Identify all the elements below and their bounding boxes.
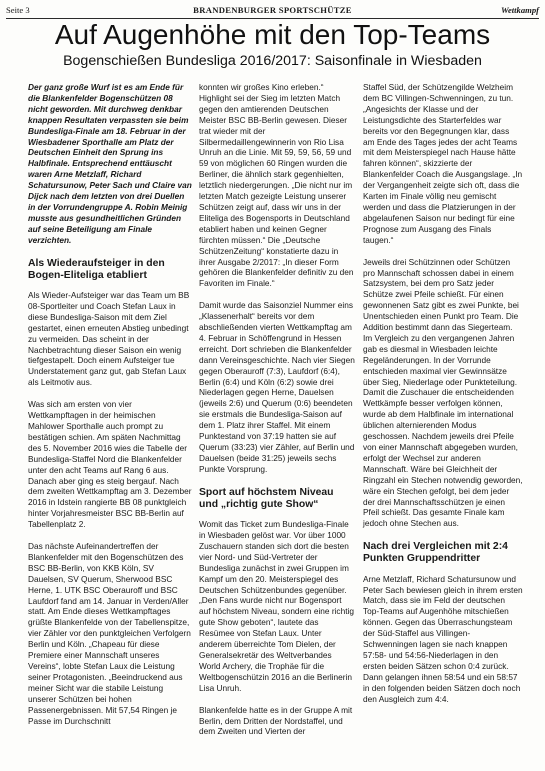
page-header bbox=[6, 5, 539, 17]
article-subtitle: Bogenschießen Bundesliga 2016/2017: Saisonfinale in Wiesbaden bbox=[63, 53, 482, 69]
body-paragraph: konnten wir großes Kino erleben.“ Highlight sei der Sieg im letzten Match gegen den amtierenden Deutschen Meister BSC BB-Berlin gewesen. Dieser trat wieder mit der Silbermedaillengewinnerin von Rio Lisa Unruh an die Linie. Mit 59, 59, 56, 59 und 59 von möglichen 60 Ringen wurden die Berliner, die ähnlich stark gegenhielten, letztlich niedergerungen. „Die nicht nur im letzten Match gezeigte Leistung unserer Schützen zeigt auf, dass wir uns in der Eliteliga des Bogensports in Deutschland etabliert haben und keinen Gegner fürchten müssen.“ Die „Deutsche SchützenZeitung“ konstatierte dazu in ihrer Ausgabe 2/2017: „In dieser Form gehören die Blankenfelder definitiv zu den Favoriten im Finale.“ bbox=[199, 82, 354, 289]
subheading-2: Sport auf höchstem Niveau und „richtig gute Show“ bbox=[199, 486, 334, 510]
section-name: Wettkampf bbox=[500, 5, 539, 15]
body-paragraph: Arne Metzlaff, Richard Schatursunow und Peter Sach bewiesen gleich in ihrem ersten Match, dass sie im Feld der deutschen Top-Teams auf Augenhöhe mitschießen können. Gegen das Überraschungsteam der Süd-Staffel aus Villingen-Schwenningen lagen sie nach knappen 57:58- und 54:56-Niederlagen in den ersten beiden Sätzen schon 0:4 zurück. Dann gelangen ihnen 58:54 und ein 58:57 in den folgenden beiden Sätzen doch noch den Ausgleich zum 4:4. bbox=[363, 573, 523, 704]
body-paragraph: Blankenfelde hatte es in der Gruppe A mit Berlin, dem Dritten der Nordstaffel, und dem Zweiten und Vierten der bbox=[199, 704, 353, 737]
page-number: Seite 3 bbox=[6, 5, 30, 15]
subheading-1: Als Wiederaufsteiger in den Bogen-Eliteliga etabliert bbox=[28, 257, 165, 281]
publication-name: BRANDENBURGER SPORTSCHÜTZE bbox=[193, 5, 352, 15]
body-paragraph: Womit das Ticket zum Bundesliga-Finale in Wiesbaden gelöst war. Vor über 1000 Zuschauern standen sich dort die besten vier Nord- und Süd-Vertreter der Bundesliga zunächst in zwei Gruppen im Kampf um den 20. Meisterspiegel des Deutschen Schützenbundes gegenüber. „Den Fans wurde nicht nur Bogensport auf höchstem Niveau, sondern eine richtig gute Show geboten“, lautete das Resümee von Stefan Laux. Unter anderem überreichte Tom Dielen, der Generalsekretär des Weltverbandes World Archery, die Trophäe für die Weltbogenschützin 2016 an die Berlinerin Lisa Unruh. bbox=[199, 519, 354, 693]
subheading-3: Nach drei Vergleichen mit 2:4 Punkten Gruppendritter bbox=[363, 541, 508, 565]
body-paragraph: Das nächste Aufeinandertreffen der Blankenfelder mit den Bogenschützen des BSC BB-Berlin, von KKB Köln, SV Dauelsen, SV Querum, Sherwood BSC Herne, 1. UTK BSC Oberauroff und BSC Laufdorf fand am 14. Januar in Verden/Aller statt. Am Ende dieses Wettkampftages grüßte Blankenfelde von der Tabellenspitze, vier Zähler vor den punktgleichen Verfolgern Berlin und Köln. „Chapeau für diese Premiere einer Mannschaft unseres Vereins“, lobte Stefan Laux die Leistung seiner Protagonisten. „Beeindruckend aus meiner Sicht war die stabile Leistung unserer Schützen bei hohen Passenergebnissen. Mit 57,54 Ringen je Passe im Durchschnitt bbox=[28, 541, 191, 726]
column-1 bbox=[28, 82, 192, 726]
article-title: Auf Augenhöhe mit den Top-Teams bbox=[54, 19, 491, 50]
body-paragraph: Staffel Süd, der Schützengilde Welzheim dem BC Villingen-Schwenningen, zu tun. „Angesichts der Klasse und der Leistungsdichte des Starterfeldes war bereits vor den Begegnungen klar, dass am Ende des Tages jedes der acht Teams mit dem Meisterspiegel nach Hause hätte fahren können“, skizzierte der Blankenfelder Coach die Ausgangslage. „In der Vergangenheit zeigte sich oft, dass die Karten im Finale völlig neu gemischt werden und dass die Platzierungen in der abgelaufenen Saison nur bedingt für eine Prognose zum Ausgang des Finals taugen.“ bbox=[363, 82, 523, 245]
column-3 bbox=[363, 82, 523, 705]
body-paragraph: Was sich am ersten von vier Wettkampftagen in der heimischen Mahlower Sporthalle auch prompt zu bestätigen schien. Am späten Nachmittag des 5. November 2016 wies die Tabelle der Bundesliga-Staffel Nord die Blankenfelder unter den acht Teams auf Rang 6 aus. Danach aber ging es steig bergauf. Nach dem zweiten Wettkampftag am 3. Dezember 2016 in Idstein rangierte BB 08 punktgleich hinter Vorjahresmeister BSC BB-Berlin auf Tabellenplatz 2. bbox=[28, 399, 192, 530]
intro-paragraph: Der ganz große Wurf ist es am Ende für die Blankenfelder Bogenschützen 08 nicht geworden. Mit durchweg denkbar knappen Resultaten verpassten sie beim Bundesliga-Finale am 18. Februar in der Wiesbadener Sporthalle am Platz der Deutschen Einheit den Sprung ins Halbfinale. Entsprechend enttäuscht waren Arne Metzlaff, Richard Schatursunow, Peter Sach und Claire van Dijck nach dem letzten von drei Duellen in der Vorrundengruppe A. Robin Meinig musste aus gesundheitlichen Gründen auf seine Beteiligung am Finale verzichten. bbox=[28, 82, 192, 245]
column-2 bbox=[199, 82, 355, 737]
body-paragraph: Als Wieder-Aufsteiger war das Team um BB 08-Sportleiter und Coach Stefan Laux in diese Bundesliga-Saison mit dem Ziel gestartet, einen erneuten Abstieg unbedingt zu vermeiden. Das scheint in der Nachbetrachtung dieser Saison ein wenig tiefgestapelt. Doch einem Aufsteiger tue Understatement ganz gut, gab Stefan Laux als Leitmotiv aus. bbox=[28, 290, 190, 388]
body-paragraph: Jeweils drei Schützinnen oder Schützen pro Mannschaft schossen dabei in einem Satzsystem, bei dem pro Satz jeder Schütze zwei Pfeile schießt. Für einen gewonnenen Satz gibt es zwei Punkte, bei Unentschieden einen Punkt pro Team. Die Addition bestimmt dann das Siegerteam. Im Vergleich zu den vergangenen Jahren gab es diesmal in Wiesbaden leichte Regeländerungen. In der Vorrunde entschieden maximal vier Gewinnsätze über Sieg, Niederlage oder Punkteteilung. Damit die Zuschauer die entscheidenden Wettkämpfe besser verfolgen können, wurde ab dem Halbfinale im international üblichen alternierenden Modus geschossen. Nachdem jeweils drei Pfeile von einer Mannschaft abgegeben wurden, erfolgt der Wechsel zur anderen Mannschaft. Wäre bei Gleichheit der Ringzahl ein Stechen notwendig geworden, wäre ein Stechen gefolgt, bei dem jeder der drei Mannschaftsschützen je einen Pfeil schießt. Das gesamte Finale kam jedoch ohne Stechen aus. bbox=[363, 256, 523, 529]
body-paragraph: Damit wurde das Saisonziel Nummer eins „Klassenerhalt“ bereits vor dem abschließenden vierten Wettkampftag am 4. Februar in Schöffengrund in Hessen erreicht. Dort schrieben die Blankenfelder dann Vereinsgeschichte. Nach vier Siegen gegen Oberauroff (7:3), Laufdorf (6:4), Berlin (6:4) und Köln (6:2) sowie drei Niederlagen gegen Herne, Dauelsen (jeweils 2:6) und Querum (0:6) beendeten sie erstmals die Bundesliga-Saison auf dem 1. Platz ihrer Staffel. Mit einem Punktestand von 37:19 hatten sie auf Querum (33:23) vier Zähler, auf Berlin und Dauelsen (beide 31:25) jeweils sechs Punkte Vorsprung. bbox=[199, 300, 355, 474]
